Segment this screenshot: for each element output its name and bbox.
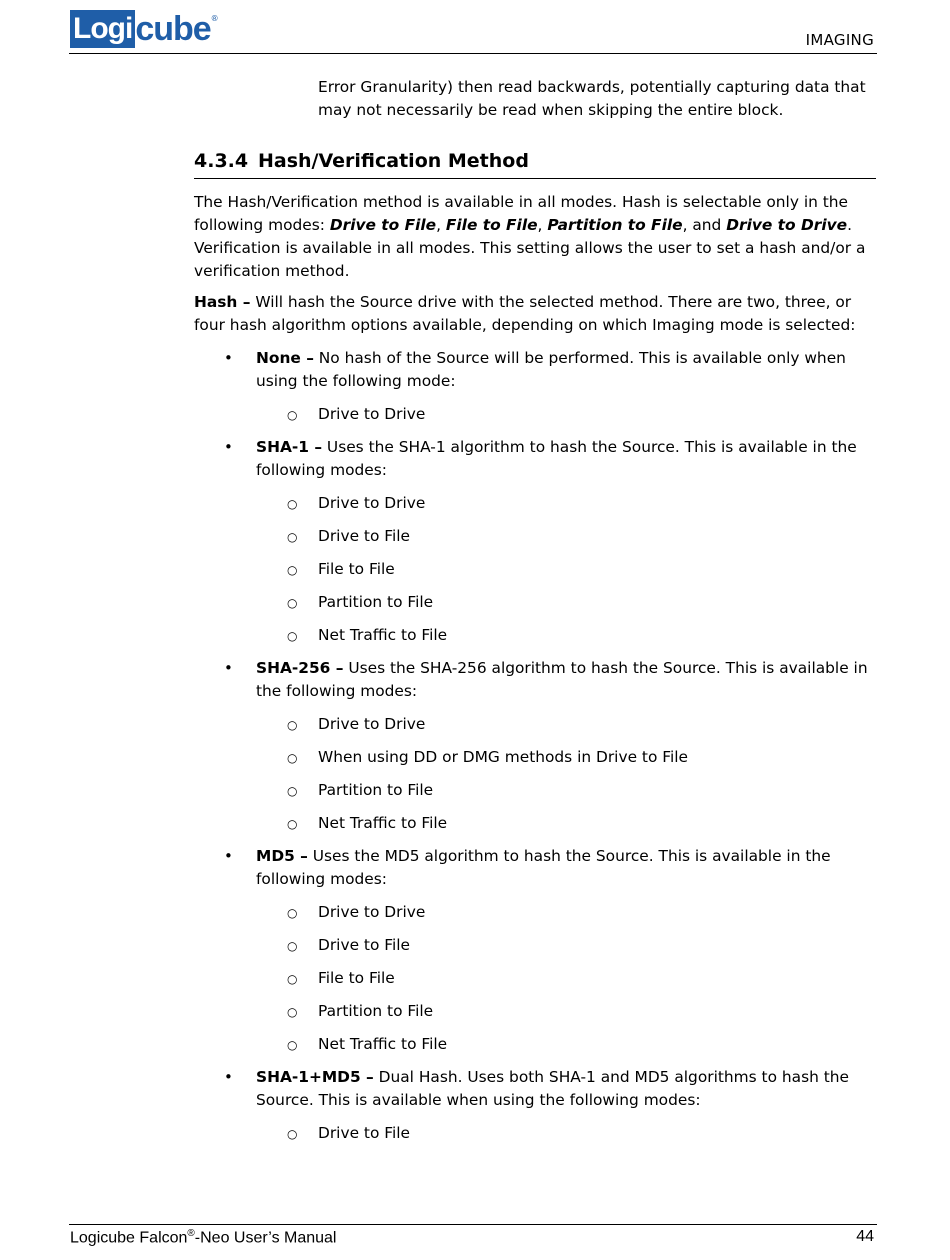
section-label: IMAGING	[805, 31, 874, 49]
circle-bullet-icon: ○	[287, 530, 298, 544]
hash-option-description: Dual Hash. Uses both SHA-1 and MD5 algorithms to hash the Source. This is available when using the following modes:	[256, 1068, 849, 1109]
para1-sep-3: , and	[682, 216, 727, 234]
hash-option-item	[194, 657, 876, 835]
circle-bullet-icon: ○	[287, 629, 298, 643]
hash-option-description: Uses the SHA-256 algorithm to hash the Source. This is available in the following modes:	[256, 659, 868, 700]
hash-option-item	[194, 436, 876, 647]
hash-option-description: No hash of the Source will be performed. This is available only when using the following mode:	[256, 349, 846, 390]
circle-bullet-icon: ○	[287, 972, 298, 986]
mode-list-item	[256, 403, 876, 426]
mode-list	[256, 403, 876, 426]
hash-paragraph	[194, 291, 876, 337]
mode-list-item	[256, 624, 876, 647]
circle-bullet-icon: ○	[287, 497, 298, 511]
mode-list	[256, 901, 876, 1056]
mode-list-item	[256, 525, 876, 548]
circle-bullet-icon: ○	[287, 1005, 298, 1019]
logo-registered-mark: ®	[210, 14, 219, 23]
mode-label: Drive to Drive	[318, 494, 426, 512]
hash-description: Will hash the Source drive with the selected method. There are two, three, or four hash algorithm options available, depending on which Imaging mode is selected:	[194, 293, 856, 334]
description-paragraph	[194, 191, 876, 283]
circle-bullet-icon: ○	[287, 1038, 298, 1052]
circle-bullet-icon: ○	[287, 596, 298, 610]
hash-option-item	[194, 1066, 876, 1145]
intro-paragraph: Error Granularity) then read backwards, potentially capturing data that may not necessarily be read when skipping the entire block.	[318, 78, 866, 119]
para1-text-b: . Verification is available in all modes. This setting allows the user to set a hash and/or a verification method.	[194, 216, 866, 280]
hash-option-description: Uses the MD5 algorithm to hash the Source. This is available in the following modes:	[256, 847, 831, 888]
circle-bullet-icon: ○	[287, 718, 298, 732]
mode-list-item	[256, 1000, 876, 1023]
mode-list-item	[256, 967, 876, 990]
mode-list	[256, 1122, 876, 1145]
mode-label: Drive to File	[318, 527, 411, 545]
bullet-icon: •	[224, 847, 233, 865]
mode-list	[256, 492, 876, 647]
footer-registered-mark: ®	[187, 1228, 195, 1239]
mode-drive-to-drive: Drive to Drive	[726, 216, 848, 234]
heading-number: 4.3.4	[194, 150, 249, 172]
mode-label: Drive to Drive	[318, 405, 426, 423]
mode-list-item	[256, 812, 876, 835]
mode-label: Drive to Drive	[318, 903, 426, 921]
mode-label: Drive to File	[318, 1124, 411, 1142]
hash-option-term: SHA-1+MD5 –	[256, 1068, 374, 1086]
para1-text-a: The Hash/Verification method is available in all modes. Hash is selectable only in the following modes:	[194, 193, 849, 234]
hash-term: Hash –	[194, 293, 251, 311]
footer-rule	[69, 1224, 877, 1225]
mode-label: File to File	[318, 560, 395, 578]
circle-bullet-icon: ○	[287, 817, 298, 831]
footer-manual-prefix: Logicube Falcon	[70, 1229, 188, 1247]
header-rule	[69, 53, 877, 54]
circle-bullet-icon: ○	[287, 906, 298, 920]
hash-option-term: None –	[256, 349, 314, 367]
page-content	[194, 76, 876, 1155]
circle-bullet-icon: ○	[287, 751, 298, 765]
bullet-icon: •	[224, 438, 233, 456]
mode-label: Net Traffic to File	[318, 1035, 448, 1053]
mode-list-item	[256, 934, 876, 957]
mode-label: Partition to File	[318, 781, 434, 799]
mode-list-item	[256, 746, 876, 769]
hash-option-term: SHA-256 –	[256, 659, 344, 677]
page-number: 44	[856, 1228, 874, 1245]
mode-list	[256, 713, 876, 835]
mode-list-item	[256, 901, 876, 924]
hash-option-term: MD5 –	[256, 847, 308, 865]
mode-label: Partition to File	[318, 593, 434, 611]
mode-list-item	[256, 779, 876, 802]
bullet-icon: •	[224, 1068, 233, 1086]
mode-list-item	[256, 591, 876, 614]
mode-label: Net Traffic to File	[318, 814, 448, 832]
footer-manual-suffix: -Neo User’s Manual	[194, 1229, 337, 1247]
mode-label: File to File	[318, 969, 395, 987]
para1-sep-2: ,	[537, 216, 548, 234]
mode-list-item	[256, 713, 876, 736]
mode-label: Drive to File	[318, 936, 411, 954]
logicube-logo	[70, 10, 219, 48]
heading-title: Hash/Verification Method	[258, 150, 529, 172]
logo-rest-text: cube	[135, 10, 211, 48]
circle-bullet-icon: ○	[287, 1127, 298, 1141]
para1-sep-1: ,	[436, 216, 446, 234]
mode-drive-to-file: Drive to File	[329, 216, 437, 234]
logo-box-text: Logi	[70, 10, 135, 48]
circle-bullet-icon: ○	[287, 784, 298, 798]
mode-file-to-file: File to File	[445, 216, 538, 234]
hash-option-item	[194, 845, 876, 1056]
mode-label: Partition to File	[318, 1002, 434, 1020]
section-heading	[194, 148, 876, 179]
circle-bullet-icon: ○	[287, 563, 298, 577]
mode-partition-to-file: Partition to File	[547, 216, 683, 234]
hash-option-description: Uses the SHA-1 algorithm to hash the Source. This is available in the following modes:	[256, 438, 857, 479]
hash-option-term: SHA-1 –	[256, 438, 323, 456]
mode-list-item	[256, 492, 876, 515]
mode-list-item	[256, 558, 876, 581]
footer-manual-title	[70, 1228, 336, 1247]
hash-option-item	[194, 347, 876, 426]
mode-list-item	[256, 1033, 876, 1056]
circle-bullet-icon: ○	[287, 408, 298, 422]
hash-options-list	[194, 347, 876, 1145]
mode-label: Drive to Drive	[318, 715, 426, 733]
mode-list-item	[256, 1122, 876, 1145]
mode-label: Net Traffic to File	[318, 626, 448, 644]
bullet-icon: •	[224, 659, 233, 677]
mode-label: When using DD or DMG methods in Drive to File	[318, 748, 689, 766]
bullet-icon: •	[224, 349, 233, 367]
circle-bullet-icon: ○	[287, 939, 298, 953]
